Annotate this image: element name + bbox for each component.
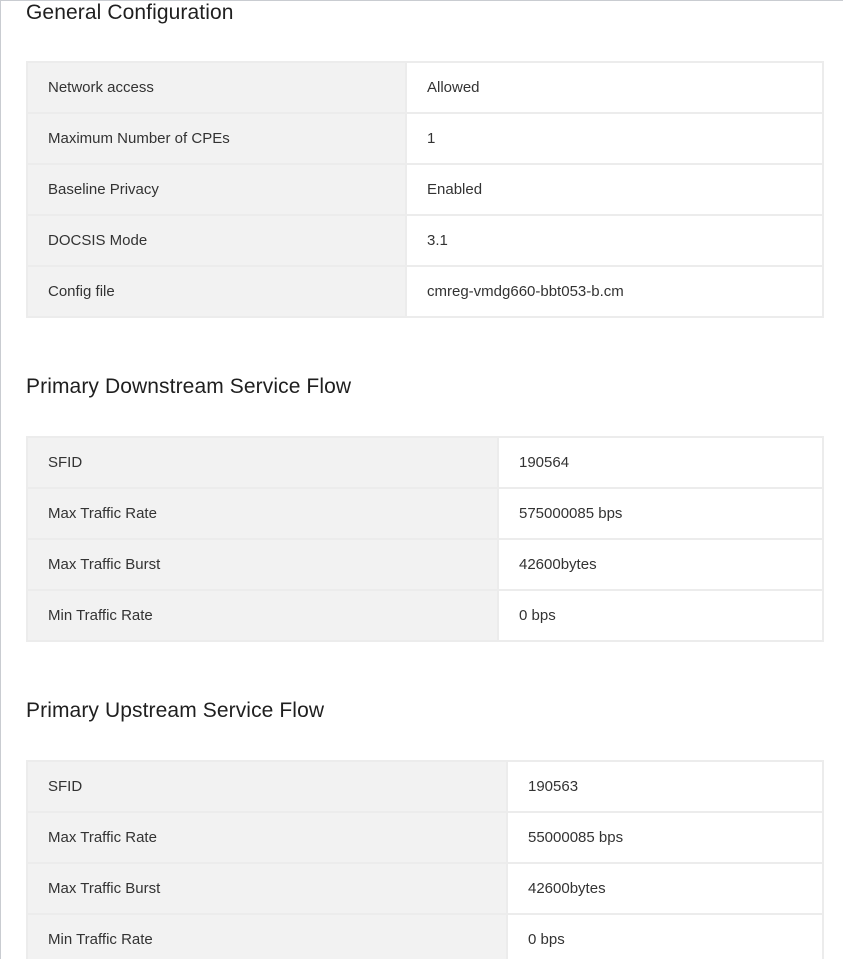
row-value: 575000085 bps bbox=[499, 489, 822, 538]
row-value: 42600bytes bbox=[508, 864, 822, 913]
row-value: 190563 bbox=[508, 762, 822, 811]
upstream-service-flow-title: Primary Upstream Service Flow bbox=[26, 699, 325, 722]
table-row bbox=[28, 915, 822, 959]
row-value: 1 bbox=[407, 114, 822, 163]
table-row bbox=[28, 591, 822, 640]
table-row bbox=[28, 267, 822, 316]
row-label: Maximum Number of CPEs bbox=[28, 114, 405, 163]
row-label: Max Traffic Burst bbox=[28, 540, 497, 589]
table-row bbox=[28, 114, 822, 163]
row-value: 3.1 bbox=[407, 216, 822, 265]
row-value: cmreg-vmdg660-bbt053-b.cm bbox=[407, 267, 822, 316]
row-value: 42600bytes bbox=[499, 540, 822, 589]
row-label: Min Traffic Rate bbox=[28, 915, 506, 959]
row-label: Baseline Privacy bbox=[28, 165, 405, 214]
table-row bbox=[28, 438, 822, 487]
downstream-service-flow-table bbox=[26, 436, 824, 642]
row-label: SFID bbox=[28, 438, 497, 487]
upstream-service-flow-table bbox=[26, 760, 824, 959]
row-value: Enabled bbox=[407, 165, 822, 214]
general-configuration-table bbox=[26, 61, 824, 318]
row-label: Max Traffic Burst bbox=[28, 864, 506, 913]
table-row bbox=[28, 864, 822, 913]
row-value: 0 bps bbox=[508, 915, 822, 959]
row-value: 55000085 bps bbox=[508, 813, 822, 862]
row-label: SFID bbox=[28, 762, 506, 811]
row-label: Max Traffic Rate bbox=[28, 489, 497, 538]
row-label: Config file bbox=[28, 267, 405, 316]
general-configuration-title: General Configuration bbox=[26, 1, 234, 24]
downstream-service-flow-title: Primary Downstream Service Flow bbox=[26, 375, 352, 398]
table-row bbox=[28, 540, 822, 589]
table-row bbox=[28, 165, 822, 214]
row-label: DOCSIS Mode bbox=[28, 216, 405, 265]
table-row bbox=[28, 489, 822, 538]
row-label: Max Traffic Rate bbox=[28, 813, 506, 862]
table-row bbox=[28, 63, 822, 112]
table-row bbox=[28, 813, 822, 862]
row-value: 0 bps bbox=[499, 591, 822, 640]
row-value: Allowed bbox=[407, 63, 822, 112]
row-value: 190564 bbox=[499, 438, 822, 487]
table-row bbox=[28, 762, 822, 811]
row-label: Network access bbox=[28, 63, 405, 112]
table-row bbox=[28, 216, 822, 265]
row-label: Min Traffic Rate bbox=[28, 591, 497, 640]
